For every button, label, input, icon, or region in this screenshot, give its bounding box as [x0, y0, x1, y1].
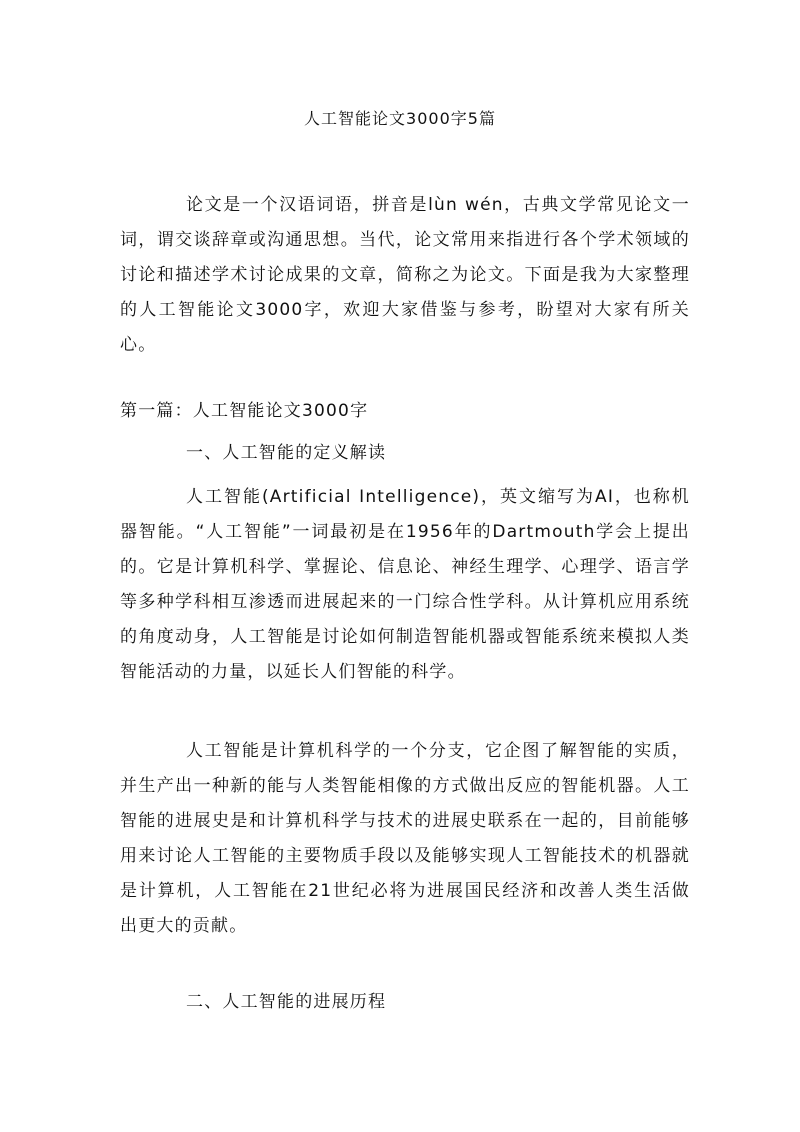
body-paragraph-2: 人工智能是计算机科学的一个分支，它企图了解智能的实质，并生产出一种新的能与人类智能相像的方式做出反应的智能机器。人工智能的进展史是和计算机科学与技术的进展史联系在一起的，目前能够用来讨论人工智能的主要物质手段以及能够实现人工智能技术的机器就是计算机，人工智能在21世纪必将为进展国民经济和改善人类生活做出更大的贡献。: [120, 741, 690, 936]
subsection-heading-1: 一、人工智能的定义解读: [186, 443, 387, 463]
document-title: 人工智能论文3000字5篇: [304, 109, 496, 128]
intro-paragraph: 论文是一个汉语词语，拼音是lùn wén，古典文学常见论文一词，谓交谈辞章或沟通思想。当代，论文常用来指进行各个学术领域的讨论和描述学术讨论成果的文章，简称之为论文。下面是我为大家整理的人工智能论文3000字，欢迎大家借鉴与参考，盼望对大家有所关心。: [120, 195, 690, 355]
body-paragraph-1: 人工智能(Artificial Intelligence)，英文缩写为AI，也称机器智能。“人工智能”一词最初是在1956年的Dartmouth学会上提出的。它是计算机科学、掌握论、信息论、神经生理学、心理学、语言学等多种学科相互渗透而进展起来的一门综合性学科。从计算机应用系统的角度动身，人工智能是讨论如何制造智能机器或智能系统来模拟人类智能活动的力量，以延长人们智能的科学。: [120, 487, 690, 682]
section-heading-1: 第一篇：人工智能论文3000字: [120, 401, 369, 421]
subsection-heading-2: 二、人工智能的进展历程: [186, 992, 387, 1012]
